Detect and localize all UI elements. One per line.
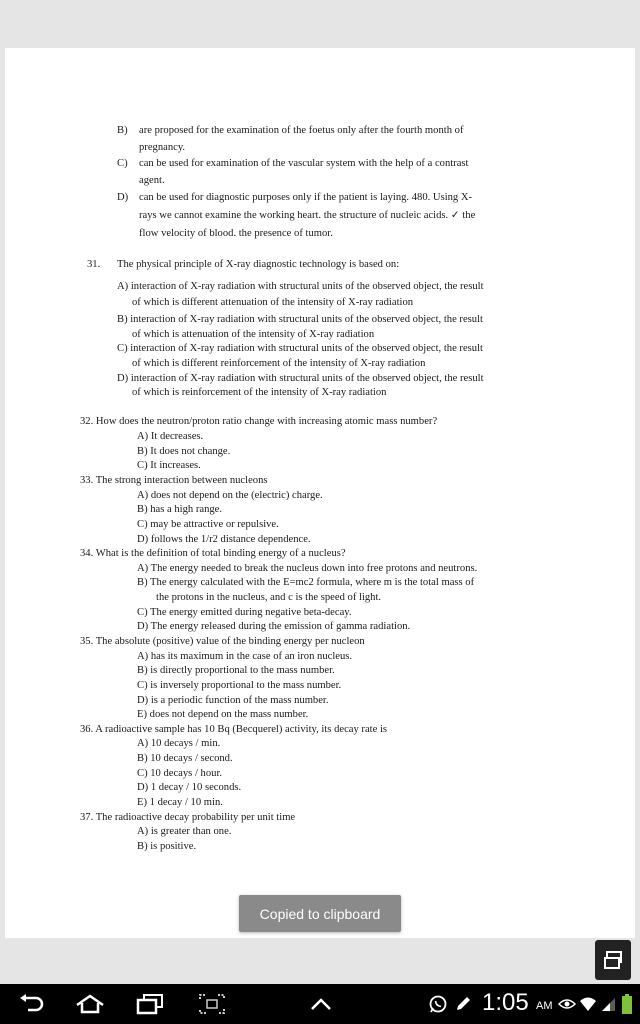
option-text: C) interaction of X-ray radiation with structural units of the observed object, the result (117, 343, 483, 354)
option-text: rays we cannot examine the working heart. the structure of nucleic acids. ✓ the (139, 210, 476, 221)
whatsapp-notification[interactable] (426, 984, 450, 1024)
option-text: D) follows the 1/r2 distance dependence. (137, 534, 311, 545)
option-text: can be used for examination of the vascular system with the help of a contrast (139, 158, 469, 169)
pencil-icon (454, 995, 472, 1013)
option-label: C) (117, 158, 128, 169)
option-text: A) is greater than one. (137, 826, 232, 837)
status-ampm: AM (536, 1000, 553, 1012)
wifi-icon (579, 996, 597, 1012)
option-text: A) It decreases. (137, 431, 204, 442)
question-text: 33. The strong interaction between nucleons (80, 475, 268, 486)
option-text: E) does not depend on the mass number. (137, 709, 309, 720)
wifi-status (578, 984, 598, 1024)
option-text: C) may be attractive or repulsive. (137, 519, 279, 530)
battery-icon (622, 994, 632, 1014)
option-text: D) 1 decay / 10 seconds. (137, 782, 242, 793)
chevron-up-icon (310, 997, 332, 1011)
up-button[interactable] (304, 984, 338, 1024)
option-text: B) interaction of X-ray radiation with structural units of the observed object, the result (117, 314, 483, 325)
question-text: 36. A radioactive sample has 10 Bq (Becquerel) activity, its decay rate is (80, 724, 388, 735)
smart-stay-status (556, 984, 578, 1024)
option-text: D) The energy released during the emission of gamma radiation. (137, 621, 411, 632)
recent-apps-icon (136, 993, 164, 1015)
question-number: 31. (87, 259, 101, 270)
screenshot-button[interactable] (192, 984, 232, 1024)
question-text: The physical principle of X-ray diagnostic technology is based on: (117, 259, 400, 270)
option-label: D) (117, 192, 129, 203)
option-text: of which is reinforcement of the intensity of X-ray radiation (132, 387, 387, 398)
option-text: C) It increases. (137, 460, 201, 471)
option-text: A) does not depend on the (electric) charge. (137, 490, 323, 501)
edit-notification[interactable] (452, 984, 474, 1024)
status-time: 1:05 (482, 989, 529, 1016)
option-text: B) is directly proportional to the mass number. (137, 665, 335, 676)
option-text: A) has its maximum in the case of an iron nucleus. (137, 651, 353, 662)
option-text: B) The energy calculated with the E=mc2 formula, where m is the total mass of (137, 577, 475, 588)
option-text: flow velocity of blood. the presence of tumor. (139, 228, 333, 239)
window-icon (602, 949, 624, 971)
question-text: 37. The radioactive decay probability per unit time (80, 812, 296, 823)
signal-status (598, 984, 618, 1024)
question-text: 35. The absolute (positive) value of the binding energy per nucleon (80, 636, 365, 647)
back-button[interactable] (12, 984, 52, 1024)
eye-icon (558, 997, 576, 1011)
option-text: D) is a periodic function of the mass number. (137, 695, 329, 706)
option-text: C) is inversely proportional to the mass number. (137, 680, 342, 691)
option-text: agent. (139, 175, 165, 186)
option-text: are proposed for the examination of the foetus only after the fourth month of (139, 125, 464, 136)
home-icon (75, 994, 105, 1014)
recent-apps-button[interactable] (130, 984, 170, 1024)
option-text: of which is different reinforcement of the intensity of X-ray radiation (132, 358, 426, 369)
copied-toast: Copied to clipboard (239, 895, 401, 932)
window-button[interactable] (595, 940, 631, 980)
option-text: A) The energy needed to break the nucleus down into free protons and neutrons. (137, 563, 478, 574)
whatsapp-icon (428, 994, 448, 1014)
option-text: of which is different attenuation of the intensity of X-ray radiation (132, 297, 414, 308)
battery-status (620, 984, 634, 1024)
option-label: B) (117, 125, 128, 136)
option-text: B) It does not change. (137, 446, 231, 457)
option-text: D) interaction of X-ray radiation with structural units of the observed object, the result (117, 373, 484, 384)
system-navigation-bar (0, 984, 640, 1024)
option-text: B) has a high range. (137, 504, 223, 515)
option-text: E) 1 decay / 10 min. (137, 797, 223, 808)
option-text: C) The energy emitted during negative beta-decay. (137, 607, 352, 618)
option-text: A) 10 decays / min. (137, 738, 221, 749)
screenshot-icon (198, 993, 226, 1015)
question-text: 32. How does the neutron/proton ratio change with increasing atomic mass number? (80, 416, 438, 427)
option-text: B) is positive. (137, 841, 197, 852)
home-button[interactable] (70, 984, 110, 1024)
option-text: B) 10 decays / second. (137, 753, 233, 764)
option-text: of which is attenuation of the intensity of X-ray radiation (132, 329, 375, 340)
signal-icon (600, 996, 616, 1012)
document-page (5, 48, 635, 938)
option-text: A) interaction of X-ray radiation with structural units of the observed object, the result (117, 281, 484, 292)
option-text: the protons in the nucleus, and c is the speed of light. (156, 592, 382, 603)
option-text: pregnancy. (139, 142, 186, 153)
back-icon (18, 994, 46, 1014)
option-text: can be used for diagnostic purposes only if the patient is laying. 480. Using X- (139, 192, 473, 203)
question-text: 34. What is the definition of total binding energy of a nucleus? (80, 548, 346, 559)
option-text: C) 10 decays / hour. (137, 768, 223, 779)
